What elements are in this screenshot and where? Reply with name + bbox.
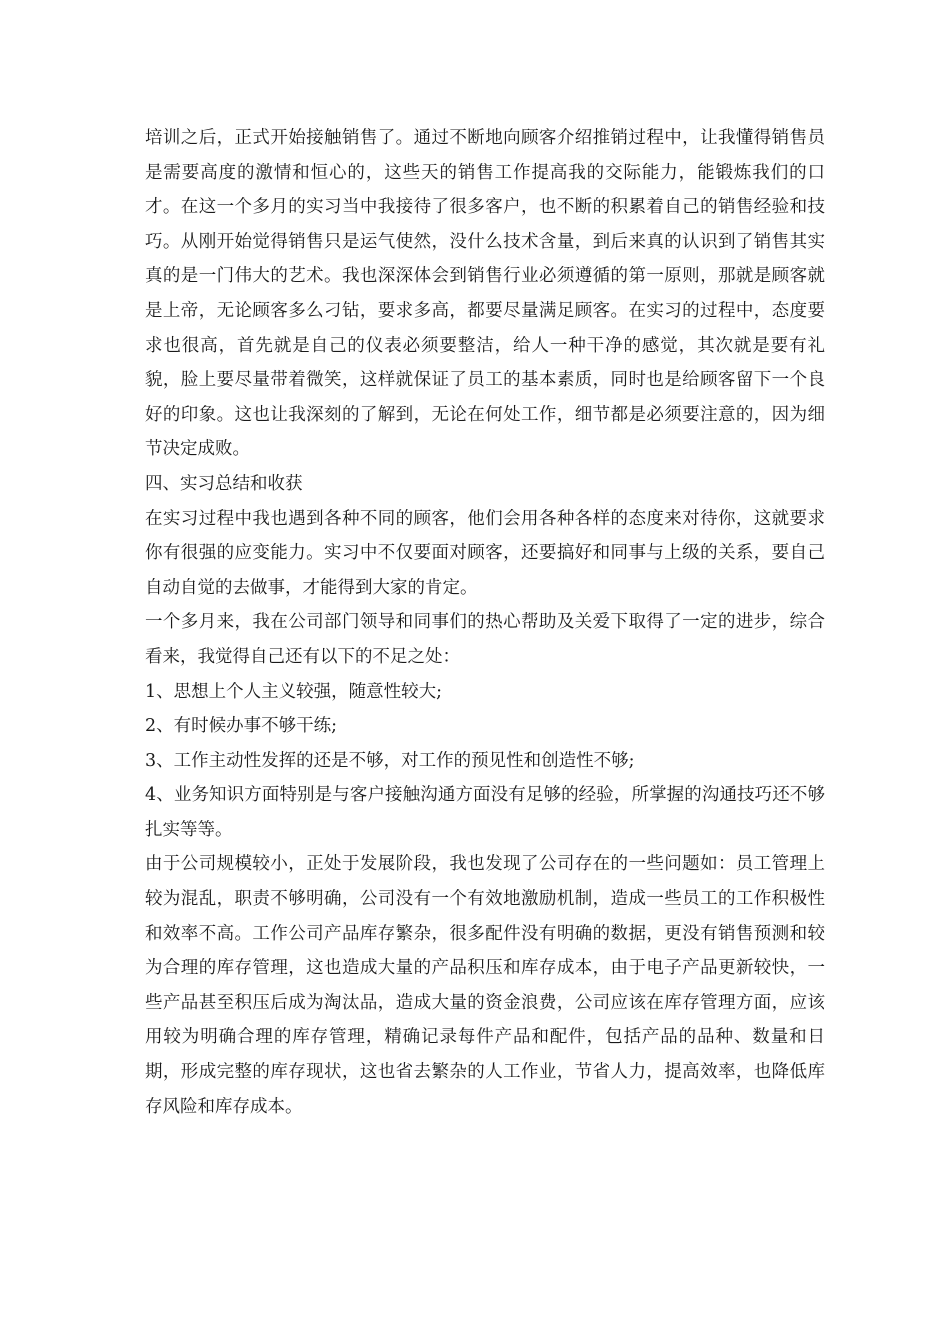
paragraph-sales-experience: 培训之后，正式开始接触销售了。通过不断地向顾客介绍推销过程中，让我懂得销售员是需要高度的激情和恒心的，这些天的销售工作提高我的交际能力，能锻炼我们的口才。在这一个多月的实习当中我接待了很多客户，也不断的积累着自己的销售经验和技巧。从刚开始觉得销售只是运气使然，没什么技术含量，到后来真的认识到了销售其实真的是一门伟大的艺术。我也深深体会到销售行业必须遵循的第一原则，那就是顾客就是上帝，无论顾客多么刁钻，要求多高，都要尽量满足顾客。在实习的过程中，态度要求也很高，首先就是自己的仪表必须要整洁，给人一种干净的感觉，其次就是要有礼貌，脸上要尽量带着微笑，这样就保证了员工的基本素质，同时也是给顾客留下一个良好的印象。这也让我深刻的了解到，无论在何处工作，细节都是必须要注意的，因为细节决定成败。 xyxy=(145,128,825,460)
list-item-shortcoming-4: 4、业务知识方面特别是与客户接触沟通方面没有足够的经验，所掌握的沟通技巧还不够扎实等等。 xyxy=(145,785,825,840)
section-heading-summary: 四、实习总结和收获 xyxy=(145,473,303,494)
list-item-shortcoming-3: 3、工作主动性发挥的还是不够，对工作的预见性和创造性不够; xyxy=(145,750,635,771)
paragraph-customers: 在实习过程中我也遇到各种不同的顾客，他们会用各种各样的态度来对待你，这就要求你有很强的应变能力。实习中不仅要面对顾客，还要搞好和同事与上级的关系，要自己自动自觉的去做事，才能得到大家的肯定。 xyxy=(145,508,825,598)
document-body xyxy=(145,121,825,1124)
paragraph-company-problems: 由于公司规模较小，正处于发展阶段，我也发现了公司存在的一些问题如：员工管理上较为混乱，职责不够明确，公司没有一个有效地激励机制，造成一些员工的工作积极性和效率不高。工作公司产品库存繁杂，很多配件没有明确的数据，更没有销售预测和较为合理的库存管理，这也造成大量的产品积压和库存成本，由于电子产品更新较快，一些产品甚至积压后成为淘汰品，造成大量的资金浪费，公司应该在库存管理方面，应该用较为明确合理的库存管理，精确记录每件产品和配件，包括产品的品种、数量和日期，形成完整的库存现状，这也省去繁杂的人工作业，节省人力，提高效率，也降低库存风险和库存成本。 xyxy=(145,854,825,1117)
paragraph-shortcomings-intro: 一个多月来，我在公司部门领导和同事们的热心帮助及关爱下取得了一定的进步，综合看来，我觉得自己还有以下的不足之处： xyxy=(145,612,825,667)
list-item-shortcoming-1: 1、思想上个人主义较强，随意性较大; xyxy=(145,681,443,702)
list-item-shortcoming-2: 2、有时候办事不够干练; xyxy=(145,716,338,737)
